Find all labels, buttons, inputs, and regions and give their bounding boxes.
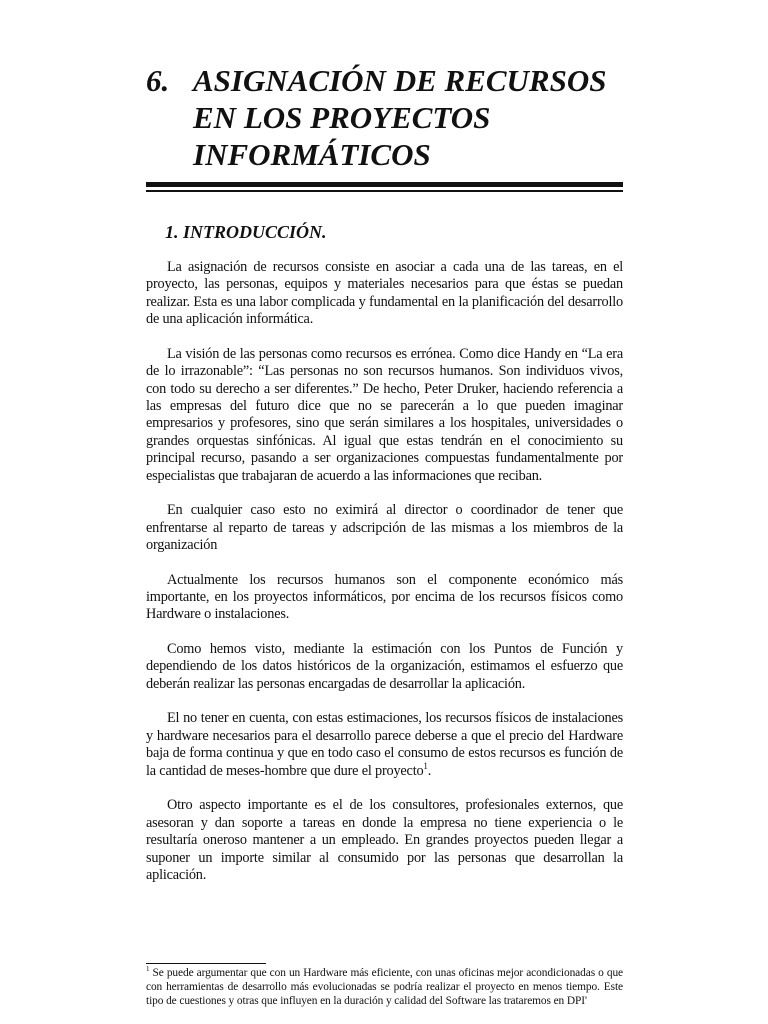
chapter-number: 6. <box>146 63 170 98</box>
heading-rule-thick <box>146 182 623 187</box>
footnote-marker: 1 <box>146 965 150 974</box>
footnote-reference[interactable]: 1 <box>423 760 428 771</box>
paragraph-7: Otro aspecto importante es el de los consultores, profesionales externos, que asesoran y dan soporte a tareas en donde la empresa no tiene experiencia o le resultaría oneroso mantener a un empleado. En grandes proyectos pueden llegar a suponer un importe similar al consumido por las personas que desarrollan la aplicación. <box>146 797 623 883</box>
paragraph-6-text: El no tener en cuenta, con estas estimaciones, los recursos físicos de instalaciones y hardware necesarios para el desarrollo parece deberse a que el precio del Hardware baja de forma continua y que en todo caso el consumo de estos recursos es función de la cantidad de meses-hombre que dure el proyecto <box>146 710 623 779</box>
paragraph-6-end: . <box>427 762 432 779</box>
body-text <box>146 259 623 902</box>
section-title: 1. INTRODUCCIÓN. <box>165 222 327 242</box>
heading-rule-thin <box>146 190 623 192</box>
footnote-text: Se puede argumentar que con un Hardware más eficiente, con unas oficinas mejor acondicionadas o que con herramientas de desarrollo más evolucionadas se podría realizar el proyecto en menos tiempo. Este tipo de cuestiones y otras que influyen en la duración y calidad del Software las trataremos en DPI' <box>146 967 623 1008</box>
paragraph-1: La asignación de recursos consiste en asociar a cada una de las tareas, en el proyecto, las personas, equipos y materiales necesarios para que éstas se puedan realizar. Esta es una labor complicada y fundamental en la planificación del desarrollo de una aplicación informática. <box>146 259 623 328</box>
footnote <box>146 966 623 1009</box>
paragraph-4: Actualmente los recursos humanos son el componente económico más importante, en los proyectos informáticos, por encima de los recursos físicos como Hardware o instalaciones. <box>146 571 623 623</box>
paragraph-2: La visión de las personas como recursos es errónea. Como dice Handy en “La era de lo irrazonable”: “Las personas no son recursos humanos. Son individuos vivos, con todo su derecho a ser diferentes.” De hecho, Peter Druker, haciendo referencia a las empresas del futuro dice que no se parecerán a lo que pueden imaginar empresarios y profesores, sino que serán similares a los hospitales, universidades o grandes orquestas sinfónicas. Al igual que estas tendrán en el conocimiento su principal recurso, pasando a ser organizaciones compuestas fundamentalmente por especialistas que trabajaran de acuerdo a las informaciones que reciban. <box>146 345 623 484</box>
paragraph-3: En cualquier caso esto no eximirá al director o coordinador de tener que enfrentarse al reparto de tareas y adscripción de las mismas a los miembros de la organización <box>146 502 623 554</box>
paragraph-6 <box>146 710 623 780</box>
paragraph-5: Como hemos visto, mediante la estimación con los Puntos de Función y dependiendo de los datos históricos de la organización, estimamos el esfuerzo que deberán realizar las personas encargadas de desarrollar la aplicación. <box>146 641 623 692</box>
chapter-title: ASIGNACIÓN DE RECURSOS EN LOS PROYECTOS INFORMÁTICOS <box>193 63 607 172</box>
footnote-separator <box>146 963 266 964</box>
